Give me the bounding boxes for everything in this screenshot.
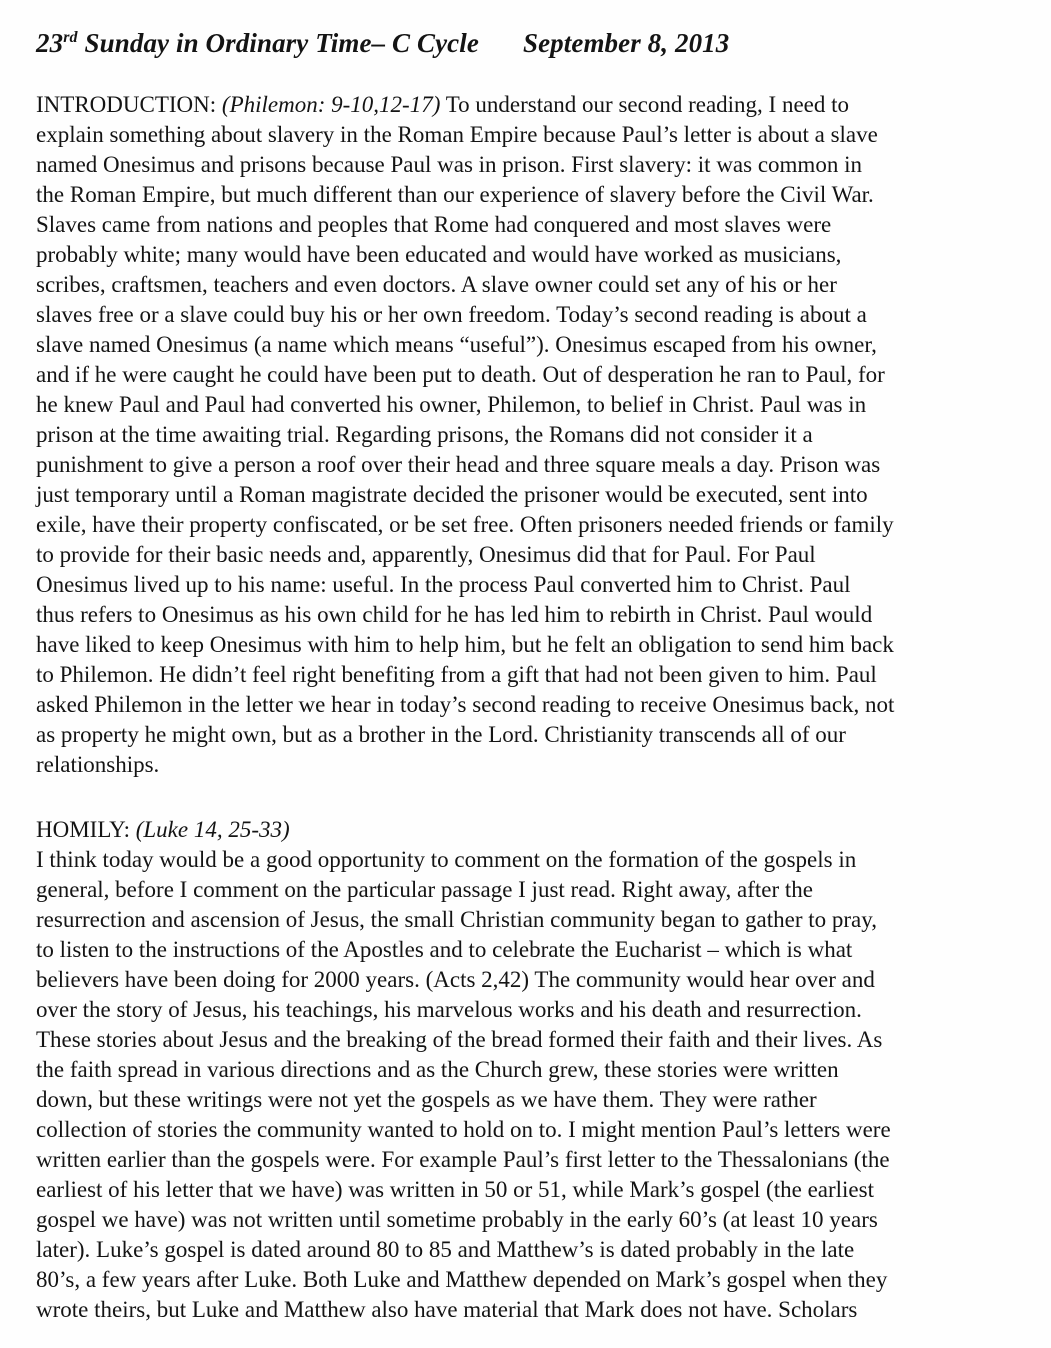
introduction-first-line-text: To understand our second reading, I need to — [440, 92, 850, 117]
introduction-line: asked Philemon in the letter we hear in today’s second reading to receive Onesimus back, not — [36, 692, 895, 717]
homily-line: collection of stories the community wanted to hold on to. I might mention Paul’s letters were — [36, 1117, 891, 1142]
introduction-line: thus refers to Onesimus as his own child for he has led him to rebirth in Christ. Paul would — [36, 602, 873, 627]
homily-line: gospel we have) was not written until sometime probably in the early 60’s (at least 10 years — [36, 1207, 878, 1232]
homily-reference: (Luke 14, 25-33) — [135, 817, 290, 842]
introduction-line: punishment to give a person a roof over their head and three square meals a day. Prison was — [36, 452, 881, 477]
homily-heading-line — [36, 815, 1026, 845]
introduction-line: just temporary until a Roman magistrate decided the prisoner would be executed, sent into — [36, 482, 868, 507]
introduction-line: he knew Paul and Paul had converted his owner, Philemon, to belief in Christ. Paul was in — [36, 392, 867, 417]
homily-line: the faith spread in various directions and as the Church grew, these stories were written — [36, 1057, 839, 1082]
introduction-line: slaves free or a slave could buy his or her own freedom. Today’s second reading is about a — [36, 302, 867, 327]
homily-line: resurrection and ascension of Jesus, the small Christian community began to gather to pray, — [36, 907, 877, 932]
homily-line: These stories about Jesus and the breaking of the bread formed their faith and their lives. As — [36, 1027, 883, 1052]
homily-line: later). Luke’s gospel is dated around 80 to 85 and Matthew’s is dated probably in the late — [36, 1237, 855, 1262]
homily-heading — [36, 815, 1026, 845]
introduction-line: exile, have their property confiscated, or be set free. Often prisoners needed friends or family — [36, 512, 894, 537]
introduction-line: to Philemon. He didn’t feel right benefiting from a gift that had not been given to him. Paul — [36, 662, 877, 687]
title-text: Sunday in Ordinary Time– C Cycle — [77, 28, 479, 58]
introduction-section — [36, 90, 1026, 780]
introduction-line: Onesimus lived up to his name: useful. In the process Paul converted him to Christ. Paul — [36, 572, 851, 597]
introduction-line: and if he were caught he could have been put to death. Out of desperation he ran to Paul, for — [36, 362, 885, 387]
introduction-line: relationships. — [36, 752, 160, 777]
homily-line: I think today would be a good opportunity to comment on the formation of the gospels in — [36, 847, 857, 872]
introduction-label: INTRODUCTION: — [36, 92, 222, 117]
introduction-reference: (Philemon: 9-10,12-17) — [221, 92, 441, 117]
introduction-line: prison at the time awaiting trial. Regarding prisons, the Romans did not consider it a — [36, 422, 813, 447]
introduction-line: named Onesimus and prisons because Paul was in prison. First slavery: it was common in — [36, 152, 862, 177]
introduction-line: slave named Onesimus (a name which means “useful”). Onesimus escaped from his owner, — [36, 332, 877, 357]
introduction-line: probably white; many would have been educated and would have worked as musicians, — [36, 242, 842, 267]
homily-label: HOMILY: — [36, 817, 136, 842]
homily-section — [36, 845, 1026, 1325]
introduction-line: scribes, craftsmen, teachers and even doctors. A slave owner could set any of his or her — [36, 272, 837, 297]
page-title — [36, 28, 729, 59]
title-ordinal-suffix: rd — [63, 29, 78, 46]
introduction-line: to provide for their basic needs and, apparently, Onesimus did that for Paul. For Paul — [36, 542, 816, 567]
introduction-line: Slaves came from nations and peoples that Rome had conquered and most slaves were — [36, 212, 832, 237]
introduction-line: the Roman Empire, but much different than our experience of slavery before the Civil War. — [36, 182, 874, 207]
homily-line: general, before I comment on the particular passage I just read. Right away, after the — [36, 877, 813, 902]
homily-line: wrote theirs, but Luke and Matthew also have material that Mark does not have. Scholars — [36, 1297, 858, 1322]
homily-line: written earlier than the gospels were. For example Paul’s first letter to the Thessalonians (the — [36, 1147, 890, 1172]
homily-line: down, but these writings were not yet the gospels as we have them. They were rather — [36, 1087, 817, 1112]
homily-line: to listen to the instructions of the Apostles and to celebrate the Eucharist – which is what — [36, 937, 853, 962]
homily-line: believers have been doing for 2000 years. (Acts 2,42) The community would hear over and — [36, 967, 875, 992]
introduction-first-line — [36, 90, 1026, 120]
introduction-line: explain something about slavery in the Roman Empire because Paul’s letter is about a slave — [36, 122, 878, 147]
homily-line: earliest of his letter that we have) was written in 50 or 51, while Mark’s gospel (the earliest — [36, 1177, 874, 1202]
title-ordinal: 23 — [36, 28, 64, 58]
homily-line: over the story of Jesus, his teachings, his marvelous works and his death and resurrection. — [36, 997, 862, 1022]
title-date: September 8, 2013 — [522, 28, 730, 58]
homily-line: 80’s, a few years after Luke. Both Luke and Matthew depended on Mark’s gospel when they — [36, 1267, 888, 1292]
introduction-line: have liked to keep Onesimus with him to help him, but he felt an obligation to send him back — [36, 632, 894, 657]
introduction-line: as property he might own, but as a brother in the Lord. Christianity transcends all of our — [36, 722, 846, 747]
